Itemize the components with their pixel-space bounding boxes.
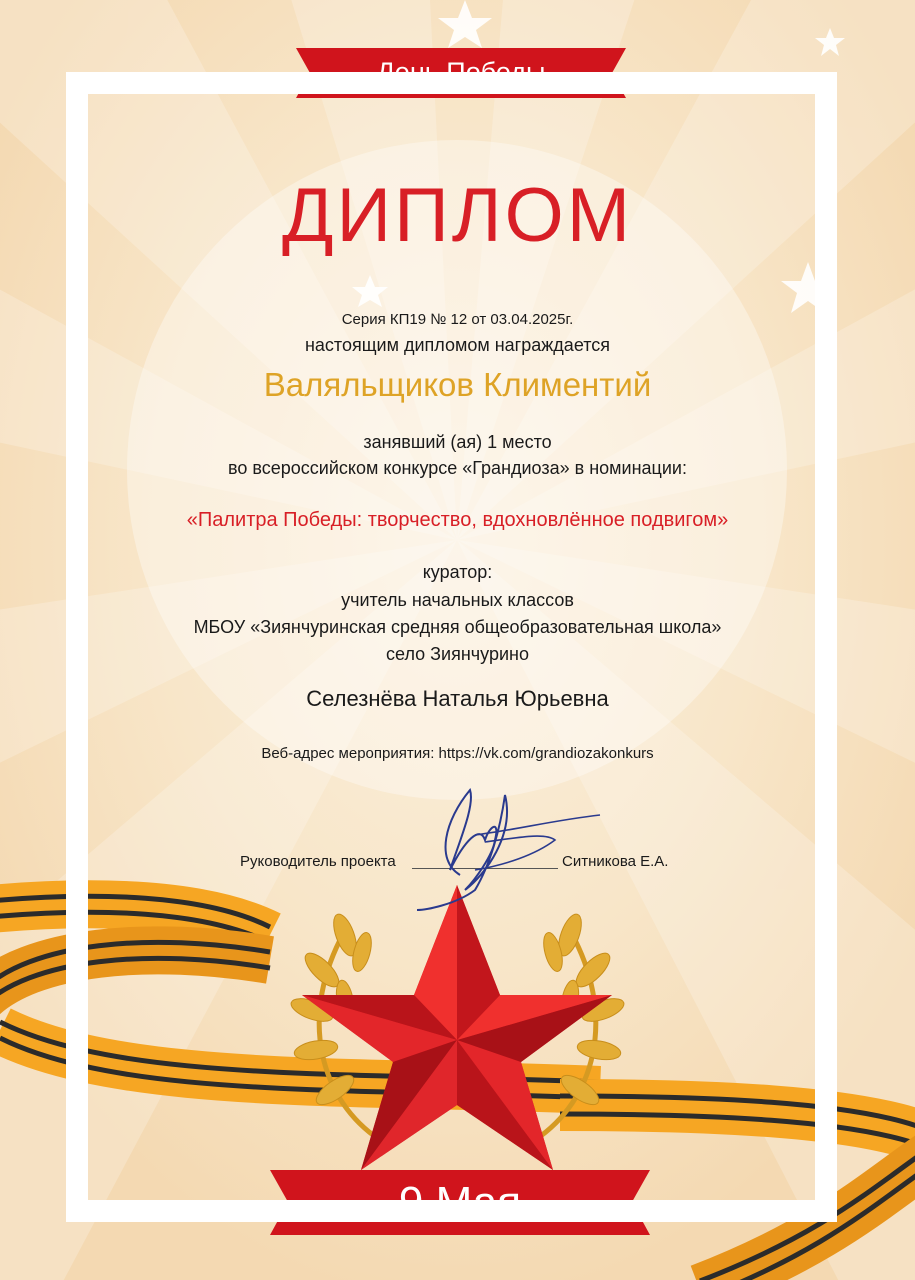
signature-role: Руководитель проекта [240,853,396,870]
curator-label: куратор: [422,562,493,582]
bottom-banner-label: 9 Мая [398,1178,522,1227]
nomination-text: «Палитра Победы: творчество, вдохновлённое подвигом» [186,509,729,531]
curator-name: Селезнёва Наталья Юрьевна [306,686,609,711]
contest-line: во всероссийском конкурсе «Грандиоза» в номинации: [228,458,687,478]
series-line: Серия КП19 № 12 от 03.04.2025г. [341,311,574,328]
website-line: Веб-адрес мероприятия: https://vk.com/grandiozakonkurs [261,745,654,762]
diploma-title: ДИПЛОМ [281,173,634,258]
recipient-name: Валяльщиков Климентий [263,366,652,403]
signature-scribble [405,780,615,920]
curator-school: МБОУ «Зиянчуринская средняя общеобразовательная школа» [193,617,722,637]
curator-place: село Зиянчурино [386,644,529,664]
place-line: занявший (ая) 1 место [363,432,552,452]
signature-name: Ситникова Е.А. [562,853,669,870]
awarded-line: настоящим дипломом награждается [304,335,611,355]
curator-position: учитель начальных классов [341,590,574,610]
top-banner-label: День Победы [376,57,546,87]
